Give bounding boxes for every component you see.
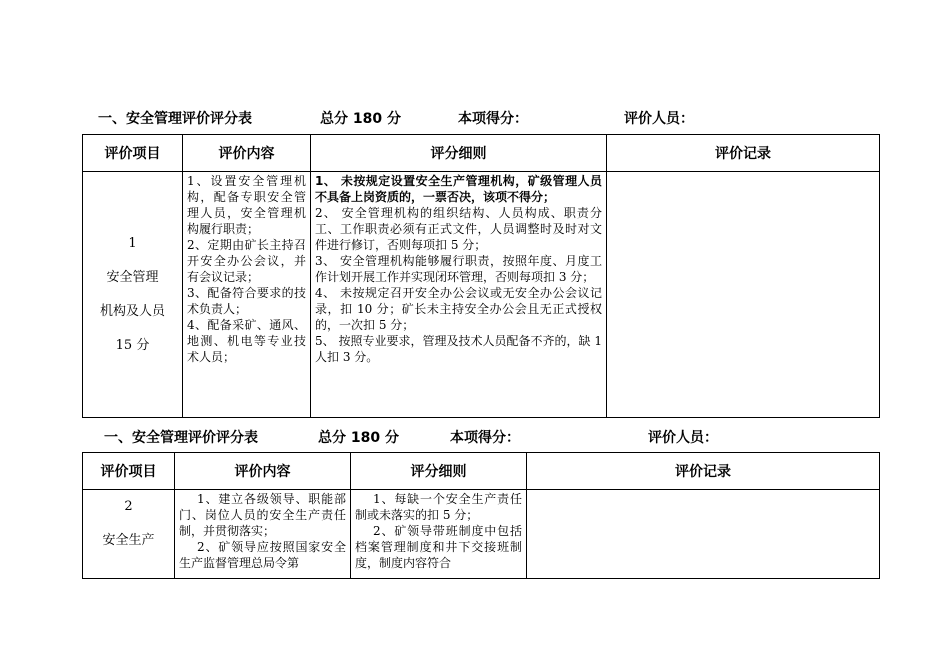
rule-item: 2、矿领导带班制度中包括档案管理制度和井下交接班制度，制度内容符合 bbox=[355, 524, 522, 570]
section2-header-row bbox=[83, 453, 880, 490]
project-name-line1: 安全管理 bbox=[106, 269, 159, 285]
rules-cell bbox=[311, 172, 607, 418]
section2-table bbox=[82, 452, 880, 579]
col-project: 评价项目 bbox=[83, 453, 175, 490]
section1-table bbox=[82, 134, 880, 418]
section1-header-row bbox=[83, 135, 880, 172]
rule-item: 5、 按照专业要求，管理及技术人员配备不齐的，缺 1 人扣 3 分。 bbox=[315, 334, 602, 364]
section1-score: 本项得分： bbox=[458, 111, 528, 127]
project-name-line2: 机构及人员 bbox=[99, 303, 165, 319]
record-cell[interactable] bbox=[527, 490, 880, 579]
col-content: 评价内容 bbox=[175, 453, 351, 490]
col-record: 评价记录 bbox=[607, 135, 880, 172]
col-rules: 评分细则 bbox=[311, 135, 607, 172]
project-points: 15 分 bbox=[115, 337, 150, 353]
section2-score: 本项得分： bbox=[450, 430, 520, 446]
section1-header bbox=[98, 108, 798, 128]
project-number: 1 bbox=[128, 235, 137, 251]
section1-title: 一、安全管理评价评分表 bbox=[98, 111, 252, 127]
content-item: 1、建立各级领导、职能部门、岗位人员的安全生产责任制，并贯彻落实； bbox=[179, 492, 346, 538]
content-item: 2、矿领导应按照国家安全生产监督管理总局令第 bbox=[179, 540, 346, 570]
section2-title: 一、安全管理评价评分表 bbox=[104, 430, 258, 446]
rule-item: 4、 未按规定召开安全办公会议或无安全办公会议记录，扣 10 分；矿长未主持安全办公会且无正式授权的，一次扣 5 分； bbox=[315, 286, 602, 332]
col-rules: 评分细则 bbox=[351, 453, 527, 490]
project-cell bbox=[83, 172, 183, 418]
section1-reviewer: 评价人员： bbox=[624, 111, 694, 127]
record-cell[interactable] bbox=[607, 172, 880, 418]
project-name: 安全生产 bbox=[102, 533, 155, 548]
content-cell bbox=[183, 172, 311, 418]
section2-reviewer: 评价人员： bbox=[648, 430, 718, 446]
col-content: 评价内容 bbox=[183, 135, 311, 172]
content-item: 4、配备采矿、通风、地测、机电等专业技术人员； bbox=[187, 318, 306, 364]
project-cell bbox=[83, 490, 175, 579]
col-record: 评价记录 bbox=[527, 453, 880, 490]
col-project: 评价项目 bbox=[83, 135, 183, 172]
section1-total: 总分 180 分 bbox=[320, 111, 401, 127]
section2-header bbox=[104, 427, 804, 447]
table-row bbox=[83, 490, 880, 579]
rules-cell bbox=[351, 490, 527, 579]
content-item: 1、设置安全管理机构，配备专职安全管理人员，安全管理机构履行职责； bbox=[187, 174, 306, 236]
content-cell bbox=[175, 490, 351, 579]
rule-item: 2、 安全管理机构的组织结构、人员构成、职责分工、工作职责必须有正式文件，人员调整时及时对文件进行修订，否则每项扣 5 分； bbox=[315, 206, 602, 252]
rule-item-veto: 1、 未按规定设置安全生产管理机构，矿级管理人员不具备上岗资质的，一票否决，该项不得分； bbox=[315, 174, 602, 204]
rule-item: 3、 安全管理机构能够履行职责，按照年度、月度工作计划开展工作并实现闭环管理，否则每项扣 3 分； bbox=[315, 254, 602, 284]
content-item: 2、定期由矿长主持召开安全办公会议，并有会议记录； bbox=[187, 238, 306, 284]
content-item: 3、配备符合要求的技术负责人； bbox=[187, 286, 306, 316]
rule-item: 1、每缺一个安全生产责任制或未落实的扣 5 分； bbox=[355, 492, 522, 522]
project-number: 2 bbox=[124, 499, 133, 514]
table-row bbox=[83, 172, 880, 418]
section2-total: 总分 180 分 bbox=[318, 430, 399, 446]
